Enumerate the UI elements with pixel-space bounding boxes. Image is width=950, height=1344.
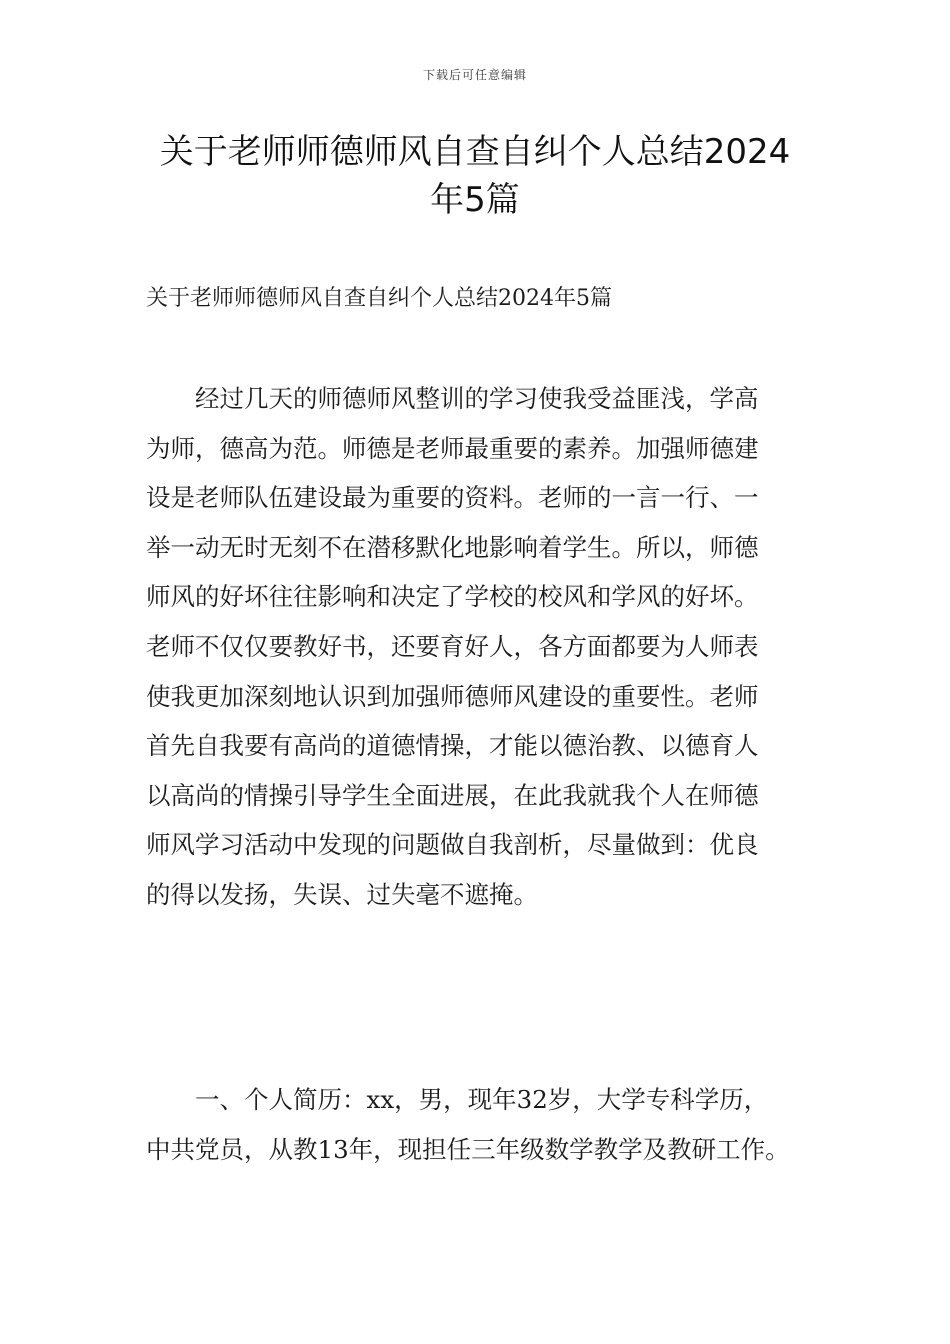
title-line-2: 年5篇	[430, 180, 520, 220]
paragraph-line: 经过几天的师德师风整训的学习使我受益匪浅，学高	[146, 384, 759, 413]
paragraph-line: 师风学习活动中发现的问题做自我剖析，尽量做到：优良	[146, 830, 759, 860]
paragraph-2	[146, 1075, 808, 1174]
paragraph-line: 老师不仅仅要教好书，还要育好人，各方面都要为人师表	[146, 631, 759, 661]
paragraph-1	[146, 374, 808, 920]
paragraph-line: 举一动无时无刻不在潜移默化地影响着学生。所以，师德	[146, 532, 759, 562]
document-subtitle: 关于老师师德师风自查自纠个人总结2024年5篇	[146, 286, 612, 311]
paragraph-line: 为师，德高为范。师德是老师最重要的素养。加强师德建	[146, 433, 759, 463]
paragraph-line: 一、个人简历：xx，男，现年32岁，大学专科学历，	[146, 1085, 769, 1114]
paragraph-line: 设是老师队伍建设最为重要的资料。老师的一言一行、一	[146, 483, 759, 513]
title-line-1: 关于老师师德师风自查自纠个人总结2024	[159, 132, 791, 172]
paragraph-line: 使我更加深刻地认识到加强师德师风建设的重要性。老师	[146, 681, 759, 711]
paragraph-line: 的得以发扬，失误、过失毫不遮掩。	[146, 879, 538, 909]
paragraph-line: 首先自我要有高尚的道德情操，才能以德治教、以德育人	[146, 731, 759, 761]
header-note: 下载后可任意编辑	[422, 68, 527, 82]
paragraph-line: 以高尚的情操引导学生全面进展，在此我就我个人在师德	[146, 780, 759, 810]
paragraph-line: 师风的好坏往往影响和决定了学校的校风和学风的好坏。	[146, 582, 759, 612]
document-title	[130, 128, 820, 224]
paragraph-line: 中共党员，从教13年，现担任三年级数学教学及教研工作。	[146, 1134, 790, 1164]
